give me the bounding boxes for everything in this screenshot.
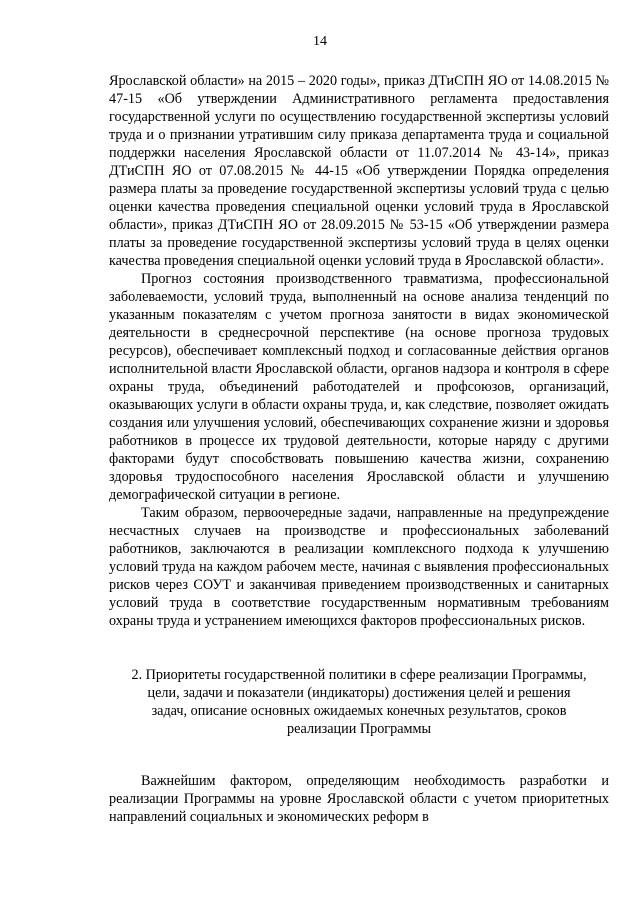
paragraph-3: Таким образом, первоочередные задачи, направленные на предупреждение несчастных случаев на производстве и профессиональных заболеваний работников, заключаются в реализации комплексного подхода к улучшению условий труда на каждом рабочем месте, начиная с выявления профессиональных рисков через СОУТ и заканчивая приведением производственных и санитарных условий труда в соответствие государственным нормативным требованиям охраны труда и устранением имеющихся факторов профессиональных рисков. [109,505,609,629]
paragraph-2: Прогноз состояния производственного травматизма, профессиональной заболеваемости, условий труда, выполненный на основе анализа тенденций по указанным показателям с учетом прогноза занятости в видах экономической деятельности в среднесрочной перспективе (на основе прогноза трудовых ресурсов), обеспечивает комплексный подход и согласованные действия органов исполнительной власти Ярославской области, органов надзора и контроля в сфере охраны труда, объединений работодателей и профсоюзов, организаций, оказывающих услуги в области охраны труда, и, как следствие, позволяет ожидать создания или улучшения условий, обеспечивающих сохранение жизни и здоровья работников в процессе их трудовой деятельности, которые наряду с другими факторами будут способствовать повышению качества жизни, сохранению здоровья трудоспособного населения Ярославской области и улучшению демографической ситуации в регионе. [109,271,609,503]
section-heading: 2. Приоритеты государственной политики в сфере реализации Программы, цели, задачи и показатели (индикаторы) достижения целей и решения задач, описание основных ожидаемых конечных результатов, сроков реализации Программы [131,667,587,737]
page-number: 14 [313,34,327,49]
paragraph-1: Ярославской области» на 2015 – 2020 годы», приказ ДТиСПН ЯО от 14.08.2015 № 47-15 «Об утверждении Административного регламента предоставления государственной услуги по осуществлению государственной экспертизы условий труда и о признании утратившим силу приказа департамента труда и социальной поддержки населения Ярославской области от 11.07.2014 № 43-14», приказ ДТиСПН ЯО от 07.08.2015 № 44-15 «Об утверждении Порядка определения размера платы за проведение государственной экспертизы условий труда с целью оценки качества проведения специальной оценки условий труда в Ярославской области», приказ ДТиСПН ЯО от 28.09.2015 № 53-15 «Об утверждении размера платы за проведение государственной экспертизы условий труда в целях оценки качества проведения специальной оценки условий труда в Ярославской области». [109,73,609,269]
document-body [109,72,609,826]
paragraph-4: Важнейшим фактором, определяющим необходимость разработки и реализации Программы на уровне Ярославской области с учетом приоритетных направлений социальных и экономических реформ в [109,773,609,825]
